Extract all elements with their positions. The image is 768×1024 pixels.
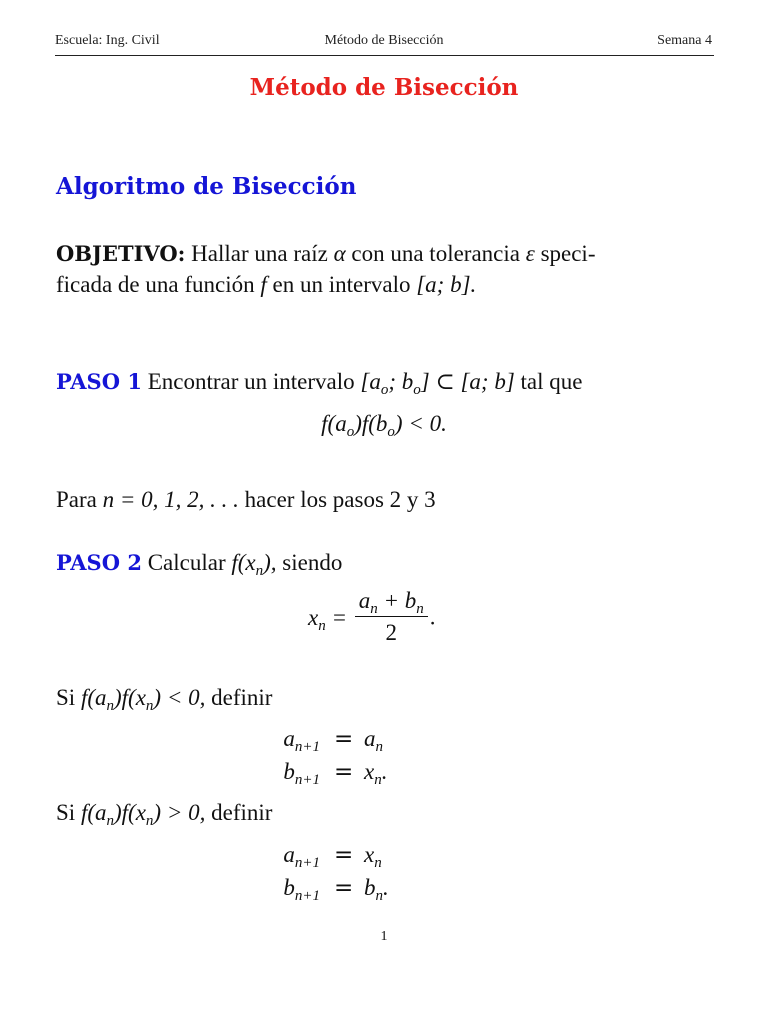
function-symbol: f [260, 272, 267, 297]
equals-sign: = [334, 875, 354, 901]
step2-label: PASO 2 [56, 550, 142, 575]
case2-tail: definir [211, 800, 273, 825]
case1-a-lhs: $a_{n+1}$ [283, 726, 320, 755]
page-number: 1 [380, 929, 388, 944]
midpoint-period: . [429, 604, 436, 630]
case2-a-rhs: $x_n$ [364, 842, 382, 871]
case2-text: Si [56, 800, 76, 825]
header-school: Escuela: Ing. Civil [55, 33, 160, 48]
case1-b-lhs: $b_{n+1}$ [283, 759, 320, 788]
root-symbol: α [333, 241, 346, 266]
case2-b-rhs: $b_n$. [364, 875, 389, 904]
equals-sign: = [334, 842, 354, 868]
equals-sign: = [334, 759, 354, 785]
loop-tail: hacer los pasos 2 y 3 [244, 487, 436, 512]
midpoint-denominator: 2 [385, 620, 398, 645]
loop-line [56, 485, 436, 515]
header-rule [55, 55, 714, 56]
objective-text-2: con una tolerancia [351, 241, 520, 266]
case1-tail: definir [211, 685, 273, 710]
midpoint-fraction [355, 586, 428, 649]
loop-range: n = 0, 1, 2, . . . [102, 487, 239, 512]
objective-text-3: speci- [540, 241, 596, 266]
step2-text: Calcular [147, 550, 226, 575]
case2-a-lhs: $a_{n+1}$ [283, 842, 320, 871]
midpoint-numerator: $a_n + b_n$ [355, 586, 428, 617]
step1-condition: $f(a_o)f(b_o) < 0$. [321, 411, 447, 440]
step1-subset: [$a_o$; $b_o$] ⊂ [a; b] [360, 369, 515, 398]
objective-line-1 [56, 239, 595, 269]
step1-label: PASO 1 [56, 369, 142, 394]
case2-eq-b [240, 875, 540, 905]
objective-text-4: ficada de una función [56, 272, 255, 297]
step1-line [56, 367, 583, 397]
document-title: Método de Bisección [249, 74, 519, 101]
header-topic: Método de Bisección [324, 33, 444, 48]
midpoint-lhs: $x_n$ = [308, 604, 347, 634]
tolerance-symbol: ε [525, 241, 535, 266]
objective-text-5: en un intervalo [272, 272, 411, 297]
step2-tail: siendo [282, 550, 343, 575]
loop-text: Para [56, 487, 97, 512]
case2-line [56, 798, 272, 828]
case1-text: Si [56, 685, 76, 710]
step1-tail: tal que [520, 369, 583, 394]
case1-a-rhs: $a_n$ [364, 726, 383, 755]
case2-condition: $f(a_n)f(x_n) > 0$, [80, 800, 206, 829]
step2-line [56, 548, 342, 578]
case1-line [56, 683, 272, 713]
header-week: Semana 4 [657, 33, 712, 48]
interval-expr: [a; b]. [416, 272, 477, 297]
objective-text-1: Hallar una raíz [191, 241, 328, 266]
equals-sign: = [334, 726, 354, 752]
section-heading: Algoritmo de Bisección [56, 173, 357, 200]
case1-b-rhs: $x_n$. [364, 759, 388, 788]
step2-fx: $f(x_n)$, [231, 550, 277, 579]
case1-eq-b [240, 759, 540, 789]
midpoint-formula [308, 586, 436, 649]
case2-eq-a [240, 842, 540, 872]
step1-text: Encontrar un intervalo [147, 369, 355, 394]
objective-line-2 [56, 270, 476, 300]
objective-label: OBJETIVO: [56, 241, 186, 266]
case1-condition: $f(a_n)f(x_n) < 0$, [80, 685, 206, 714]
case1-eq-a [240, 726, 540, 756]
case2-b-lhs: $b_{n+1}$ [283, 875, 320, 904]
